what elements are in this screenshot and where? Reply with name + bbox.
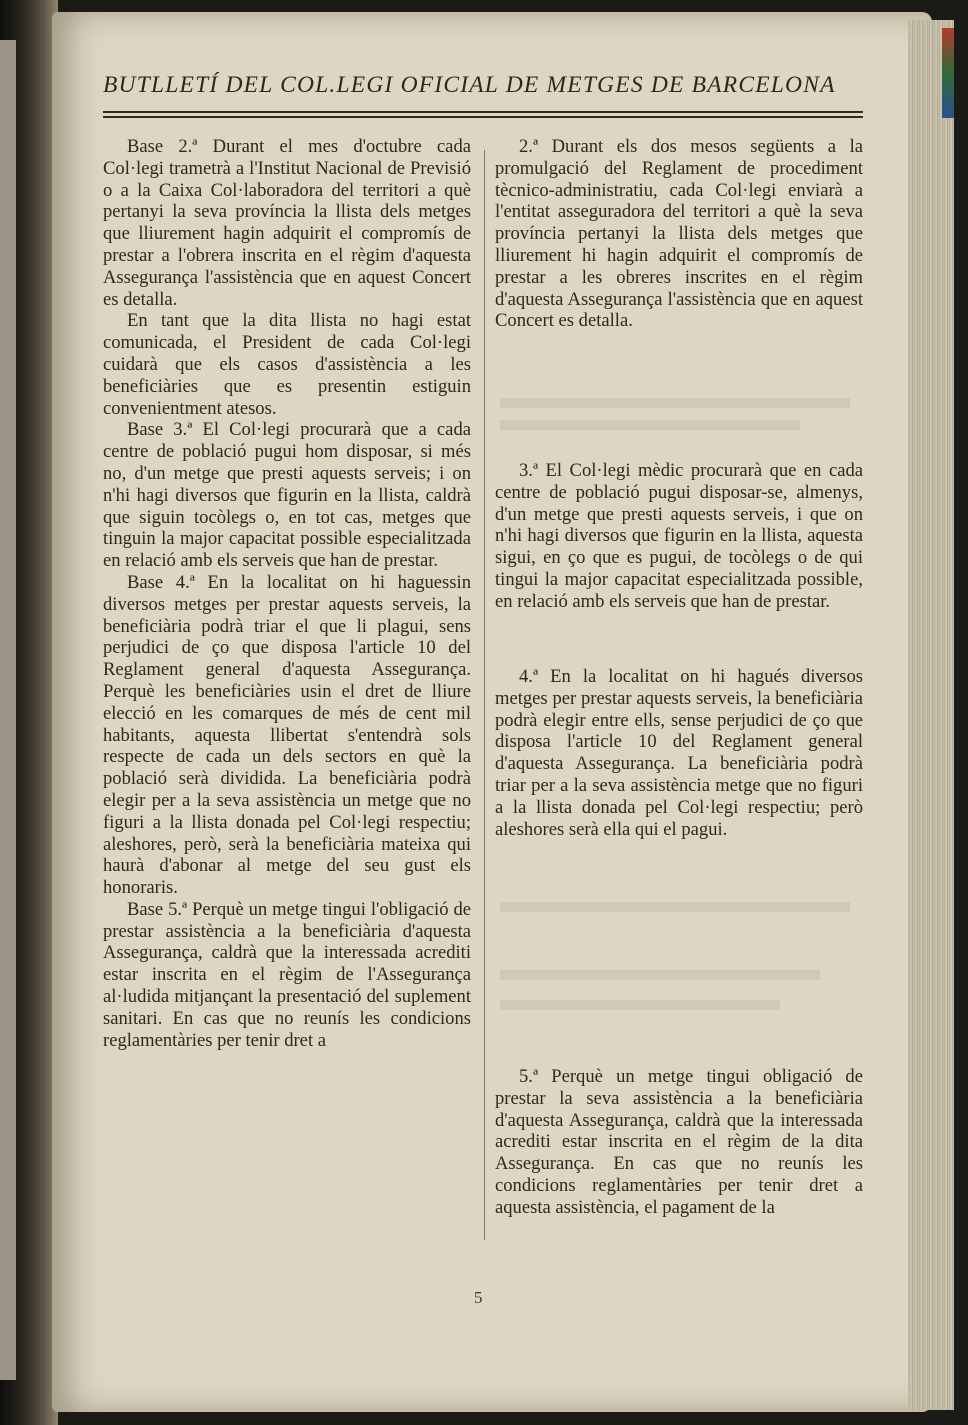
page-edges (908, 20, 954, 1410)
right-paragraph-2-text: 2.ª Durant els dos mesos següents a la promulgació del Reglament de procediment tècnico-administratiu, cada Col·legi enviarà a l'entitat asseguradora del territori a què la seva província pertanyi la llista dels metges que lliurement hi hagin adquirit el compromís de prestar a les obreres inscrites en el règim d'aquesta Assegurança l'assistència que en aquest Concert es detalla. (495, 136, 863, 332)
base-5-paragraph: Base 5.ª Perquè un metge tingui l'obligació de prestar assistència a la beneficiària d'aquesta Assegurança, caldrà que la interessada acrediti estar inscrita en el règim de l'Assegurança al·ludida mitjançant la presentació del suplement sanitari. En cas que no reunís les condicions reglamentàries per tenir dret a (103, 898, 471, 1051)
right-paragraph-4-text: 4.ª En la localitat on hi hagués diversos metges per prestar aquests serveis, la beneficiària podrà elegir entre ells, sense perjudici de ço que disposa l'article 10 del Reglament general d'aquesta Assegurança. La beneficiària podrà triar per a la seva assistència metge que no figuri a la llista donada pel Col·legi respectiu; però aleshores serà ella qui el pagui. (495, 666, 863, 840)
color-calibration-strip (942, 28, 954, 118)
right-paragraph-2 (495, 136, 863, 332)
left-column (103, 136, 471, 1051)
interim-paragraph: En tant que la dita llista no hagi estat comunicada, el President de cada Col·legi cuidarà que els casos d'assistència a les beneficiàries que es presentin estiguin convenientment atesos. (103, 310, 471, 419)
header-rule-top (103, 111, 863, 113)
base-4-paragraph: Base 4.ª En la localitat on hi haguessin diversos metges per prestar aquests serveis, la beneficiària podrà triar el que li plagui, sens perjudici de ço que disposa l'article 10 del Reglament general d'aquesta Assegurança. Perquè les beneficiàries usin el dret de lliure elecció en les comarques de més de cent mil habitants, aquesta llibertat s'entendrà sols respecte de cada un dels sectors en què la població serà dividida. La beneficiària podrà elegir per a la seva assistència un metge que no figuri a la llista donada pel Col·legi respectiu; aleshores, però, serà la beneficiària mateixa qui haurà d'abonar al metge del seu gust els honoraris. (103, 571, 471, 899)
show-through-text (500, 902, 850, 912)
base-3-paragraph: Base 3.ª El Col·legi procurarà que a cada centre de població pugui hom disposar, si més no, d'un metge que presti aquests serveis; i on n'hi hagi diversos que figurin en la llista, caldrà que siguin tocòlegs o, en tot cas, metges que tinguin la major capacitat possible especialitzada en relació amb els serveis que han de prestar. (103, 419, 471, 572)
page-number: 5 (474, 1288, 483, 1307)
binding-edge (0, 40, 16, 1380)
right-paragraph-4 (495, 666, 863, 840)
show-through-text (500, 398, 850, 408)
column-divider (484, 150, 485, 1240)
right-paragraph-5-text: 5.ª Perquè un metge tingui obligació de prestar la seva assistència a la beneficiària d'aquesta Assegurança, caldrà que la interessada acrediti estar inscrita en el règim de la dita Assegurança. En cas que no reunís les condicions reglamentàries per tenir dret a aquesta assistència, el pagament de la (495, 1066, 863, 1218)
right-paragraph-3 (495, 460, 863, 613)
show-through-text (500, 1000, 780, 1010)
header-rule-bottom (103, 116, 863, 118)
right-paragraph-3-text: 3.ª El Col·legi mèdic procurarà que en cada centre de població pugui disposar-se, almenys, d'un metge que presti aquests serveis, i que on n'hi hagi diversos que figurin en la llista, aquesta sigui, en ço que es pugui, de tocòlegs o de qui tingui la major capacitat especialitzada possible, en relació amb els serveis que han de prestar. (495, 460, 863, 612)
base-2-paragraph: Base 2.ª Durant el mes d'octubre cada Col·legi trametrà a l'Institut Nacional de Previsió o a la Caixa Col·laboradora del territori a què pertanyi la seva província la llista dels metges que lliurement hagin adquirit el compromís de prestar a l'obrera inscrita en el règim d'aquesta Assegurança l'assistència que en aquest Concert es detalla. (103, 136, 471, 310)
show-through-text (500, 420, 800, 430)
show-through-text (500, 970, 820, 980)
running-header: BUTLLETÍ DEL COL.LEGI OFICIAL DE METGES DE BARCELONA (103, 72, 836, 98)
right-paragraph-5 (495, 1066, 863, 1219)
